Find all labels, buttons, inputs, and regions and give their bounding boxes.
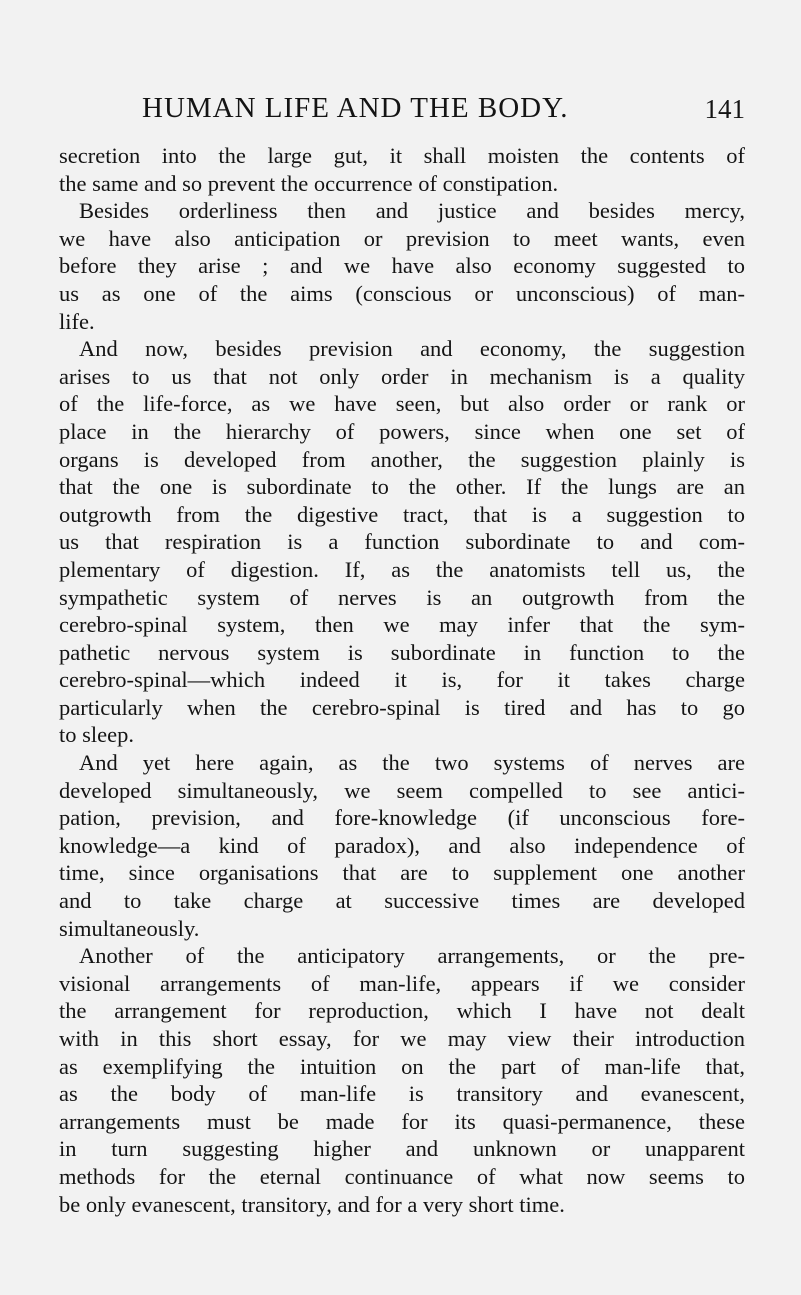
text-line: in turn suggesting higher and unknown or unapparent — [59, 1136, 745, 1162]
text-line: simultaneously. — [59, 915, 200, 941]
text-line: to sleep. — [59, 722, 134, 748]
text-line: with in this short essay, for we may view their introduction — [59, 1026, 745, 1051]
text-line: that the one is subordinate to the other. If the lungs are an — [59, 474, 745, 500]
text-line: as the body of man-life is transitory and evanescent, — [59, 1081, 745, 1107]
text-line: be only evanescent, transitory, and for a very short time. — [59, 1191, 565, 1217]
text-line: And now, besides prevision and economy, the suggestion — [79, 336, 745, 362]
page-number: 141 — [704, 94, 745, 124]
text-line: before they arise ; and we have also economy suggested to — [59, 253, 745, 279]
text-line: methods for the eternal continuance of what now seems to — [59, 1163, 745, 1189]
text-line: life. — [59, 308, 95, 334]
text-line: And yet here again, as the two systems of nerves are — [79, 750, 745, 776]
text-line: place in the hierarchy of powers, since when one set of — [59, 418, 745, 444]
text-line: time, since organisations that are to supplement one another — [59, 860, 745, 886]
text-line: us that respiration is a function subordinate to and com- — [59, 529, 745, 555]
text-line: as exemplifying the intuition on the part of man-life that, — [59, 1053, 745, 1079]
text-line: visional arrangements of man-life, appears if we consider — [59, 970, 745, 996]
text-line: we have also anticipation or prevision to meet wants, even — [59, 225, 745, 251]
text-line: arises to us that not only order in mechanism is a quality — [59, 363, 745, 389]
text-line: of the life-force, as we have seen, but also order or rank or — [59, 391, 745, 417]
text-line: cerebro-spinal—which indeed it is, for it takes charge — [59, 667, 745, 693]
text-line: Besides orderliness then and justice and besides mercy, — [79, 198, 745, 224]
text-line: and to take charge at successive times are developed — [59, 888, 745, 914]
text-line: sympathetic system of nerves is an outgrowth from the — [59, 584, 745, 610]
text-line: particularly when the cerebro-spinal is tired and has to go — [59, 694, 745, 720]
text-line: pation, prevision, and fore-knowledge (if unconscious fore- — [59, 805, 745, 831]
text-line: arrangements must be made for its quasi-permanence, these — [59, 1108, 745, 1134]
text-line: the arrangement for reproduction, which I have not dealt — [59, 998, 745, 1024]
text-line: cerebro-spinal system, then we may infer that the sym- — [59, 612, 745, 638]
text-line: organs is developed from another, the suggestion plainly is — [59, 446, 745, 472]
text-line: knowledge—a kind of paradox), and also independence of — [59, 832, 745, 858]
text-line: the same and so prevent the occurrence of constipation. — [59, 170, 559, 196]
running-head — [142, 92, 745, 126]
text-line: us as one of the aims (conscious or unconscious) of man- — [59, 280, 745, 306]
running-head-title: HUMAN LIFE AND THE BODY. — [142, 92, 569, 124]
text-line: pathetic nervous system is subordinate in function to the — [59, 639, 745, 665]
text-line: developed simultaneously, we seem compelled to see antici- — [59, 777, 745, 803]
text-line: plementary of digestion. If, as the anatomists tell us, the — [59, 556, 745, 582]
body-text — [59, 142, 745, 1218]
text-line: Another of the anticipatory arrangements, or the pre- — [79, 943, 745, 969]
text-line: outgrowth from the digestive tract, that is a suggestion to — [59, 501, 745, 527]
text-line: secretion into the large gut, it shall moisten the contents of — [59, 143, 745, 168]
